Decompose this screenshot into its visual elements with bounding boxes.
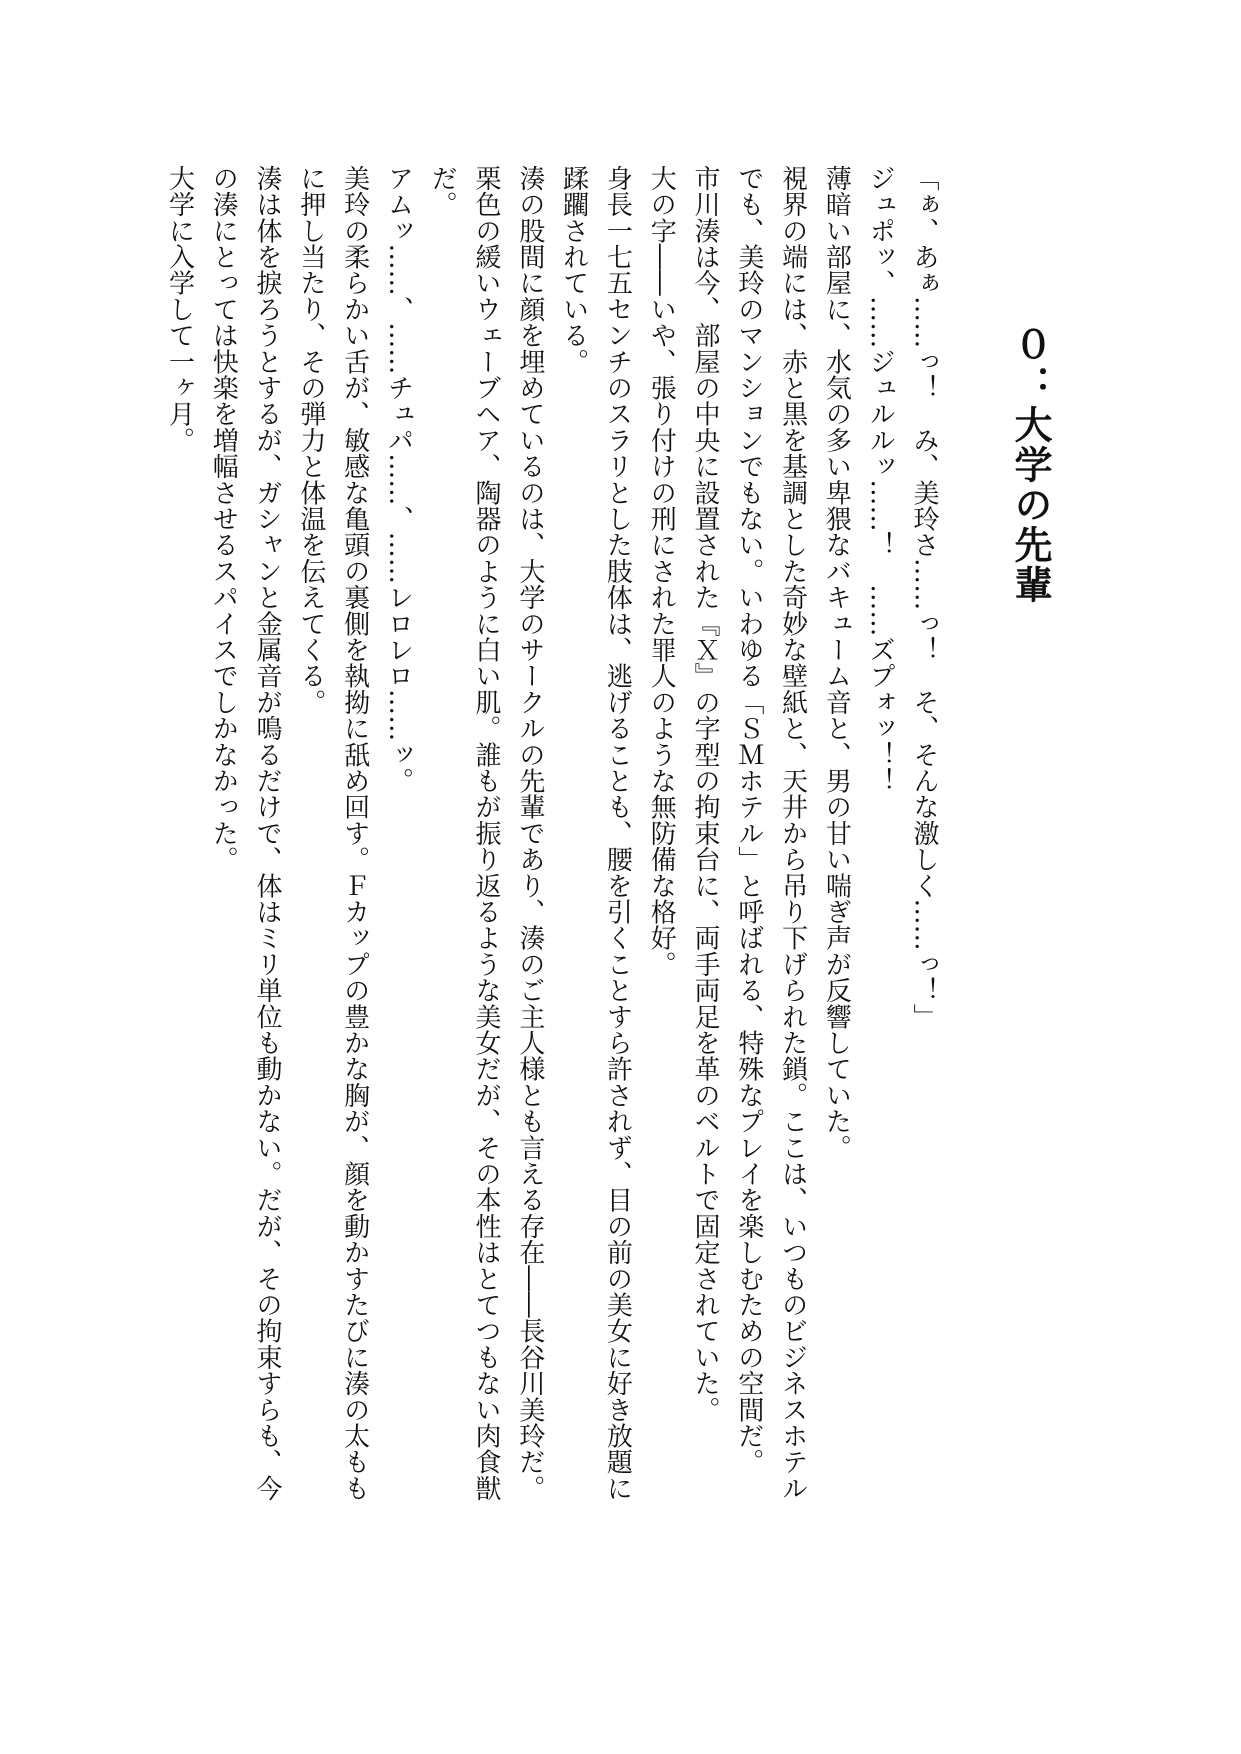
text-line: ジュポッ、……ジュルルッ……！ ……ズプォッ！！ <box>865 165 896 794</box>
text-line: 大学に入学して一ヶ月。 <box>164 165 195 454</box>
text-line: 視界の端には、赤と黒を基調とした奇妙な壁紙と、天井から吊り下げられた鎖。ここは、いつものビジネスホテル <box>777 165 808 1502</box>
chapter-title: ０：大学の先輩 <box>1008 325 1053 605</box>
text-line: 湊の股間に顔を埋めているのは、大学のサークルの先輩であり、湊のご主人様とも言える存在――長谷川美玲だ。 <box>514 165 545 1502</box>
text-line: 蹂躙されている。 <box>558 165 589 375</box>
text-line: 薄暗い部屋に、水気の多い卑猥なバキューム音と、男の甘い喘ぎ声が反響していた。 <box>821 165 852 1161</box>
text-line: 栗色の緩いウェーブヘア、陶器のように白い肌。誰もが振り返るような美女だが、その本性はとてつもない肉食獣 <box>471 165 502 1502</box>
text-line: 身長一七五センチのスラリとした肢体は、逃げることも、腰を引くことすら許されず、目の前の美女に好き放題に <box>602 165 633 1502</box>
text-line: だ。 <box>427 165 458 218</box>
text-line: 市川湊は今、部屋の中央に設置された『Ｘ』の字型の拘束台に、両手両足を革のベルトで固定されていた。 <box>690 165 721 1423</box>
text-line: でも、美玲のマンションでもない。いわゆる「ＳＭホテル」と呼ばれる、特殊なプレイを楽しむための空間だ。 <box>733 165 764 1475</box>
text-line: に押し当たり、その弾力と体温を伝えてくる。 <box>295 165 326 716</box>
body-text <box>157 165 945 1525</box>
text-line: 「ぁ、あぁ……っ！ み、美玲さ……っ！ そ、そんな激しく……っ！」 <box>909 165 939 1030</box>
text-line: 大の字――いや、張り付けの刑にされた罪人のような無防備な格好。 <box>646 165 677 978</box>
text-line: の湊にとっては快楽を増幅させるスパイスでしかなかった。 <box>208 165 239 873</box>
text-line: アムッ……、……チュパ……、……レロレロ……ッ。 <box>383 165 414 794</box>
text-line: 湊は体を捩ろうとするが、ガシャンと金属音が鳴るだけで、体はミリ単位も動かない。だが、その拘束すらも、今 <box>252 165 283 1502</box>
text-line: 美玲の柔らかい舌が、敏感な亀頭の裏側を執拗に舐め回す。Ｆカップの豊かな胸が、顔を動かすたびに湊の太もも <box>339 165 370 1502</box>
